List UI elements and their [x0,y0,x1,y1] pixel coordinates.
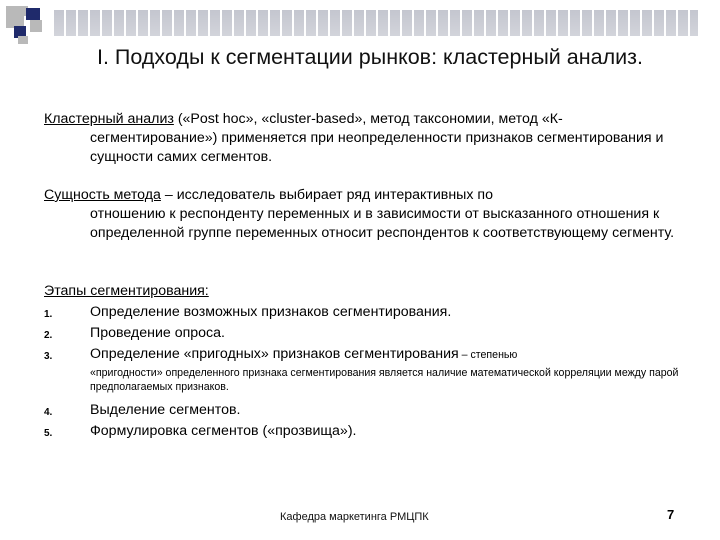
stage-text: Проведение опроса. [90,325,225,341]
paragraph-first-line [44,110,684,129]
stages-heading: Этапы сегментирования: [44,283,209,299]
term-cluster-analysis: Кластерный анализ [44,111,174,127]
stage-number: 2. [44,330,53,341]
stage-note-inline: – степенью [458,349,518,361]
stage-item [44,400,684,421]
paragraph-method-essence [44,186,684,243]
stage-number: 1. [44,309,53,320]
stage-text: Определение «пригодных» признаков сегментирования [90,346,459,362]
paragraph-first-line-text: – исследователь выбирает ряд интерактивных по [160,187,493,203]
stage-number: 4. [44,407,53,418]
paragraph-cluster-analysis [44,110,684,167]
stage-item [44,302,684,323]
stage-note: «пригодности» определенного признака сегментирования является наличие математической корреляции между парой предполагаемых признаков. [90,367,679,393]
paragraph-continuation: отношению к респонденту переменных и в зависимости от высказанного отношения к определенной группе переменных относит респондентов к соответствующему сегменту. [90,206,675,241]
stage-number: 3. [44,351,53,362]
stage-text: Формулировка сегментов («прозвища»). [90,423,357,439]
header-stripe-tint [54,10,698,36]
segmentation-stages [44,281,684,442]
deco-square-navy [26,8,40,20]
stage-number: 5. [44,428,53,439]
stage-item [44,421,684,442]
page-number: 7 [667,507,675,522]
term-method-essence: Сущность метода [44,187,161,203]
footer-department: Кафедра маркетинга РМЦПК [280,511,429,523]
stage-text: Выделение сегментов. [90,402,241,418]
stage-text: Определение возможных признаков сегментирования. [90,304,452,320]
stage-item [44,344,684,366]
slide-title: I. Подходы к сегментации рынков: кластерный анализ. [97,45,643,69]
paragraph-first-line [44,186,684,205]
paragraph-continuation: сегментирование») применяется при неопределенности признаков сегментирования и сущности самих сегментов. [90,130,664,165]
paragraph-first-line-text: («Post hoc», «cluster-based», метод таксономии, метод «К- [173,111,563,127]
deco-square-grey-small [30,20,42,32]
stage-item [44,323,684,344]
deco-square-grey-tiny [18,36,28,44]
